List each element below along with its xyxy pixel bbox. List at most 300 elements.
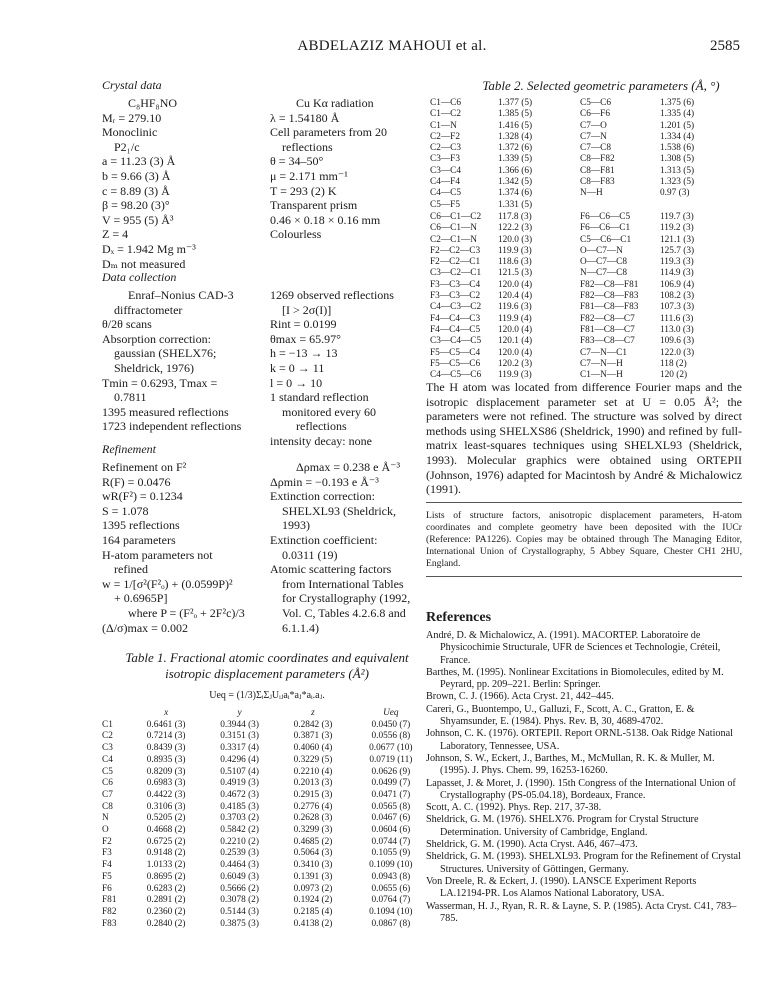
table-cell: 1.538 (6) xyxy=(660,143,695,154)
table-cell: 0.2539 (3) xyxy=(220,848,259,859)
table-cell: 0.0973 (2) xyxy=(293,883,333,894)
table-cell: 120.2 (3) xyxy=(498,358,533,369)
data-line: k = 0 → 11 xyxy=(270,360,325,375)
table-row xyxy=(430,98,740,109)
table-cell: 0.2891 (2) xyxy=(146,895,186,906)
reference-item: Barthes, M. (1995). Nonlinear Excitations in Biomolecules, edited by M. Peyrard, pp. 209–221. Berlin: Springer. xyxy=(426,666,724,691)
table-row xyxy=(102,848,432,860)
table-cell: 119.7 (3) xyxy=(660,212,694,222)
table-cell: 122.0 (3) xyxy=(660,347,695,358)
table-cell: C8—F82 xyxy=(580,154,615,165)
table-cell: C2—C3 xyxy=(430,143,461,154)
data-line: Enraf–Nonius CAD-3 xyxy=(128,288,234,302)
table-cell: 119.9 (3) xyxy=(498,245,532,256)
table-cell: 1.335 (4) xyxy=(660,109,695,120)
table-cell: 0.3317 (4) xyxy=(220,743,259,754)
table-cell: 1.331 (5) xyxy=(498,199,533,210)
data-line: P2₁/c xyxy=(114,139,140,154)
data-line: V = 955 (5) Å³ xyxy=(102,212,174,227)
table-cell: 0.4060 (4) xyxy=(293,743,333,754)
table-cell: 0.1924 (2) xyxy=(293,895,333,906)
table-cell: 0.0471 (7) xyxy=(371,789,411,800)
data-line: μ = 2.171 mm⁻¹ xyxy=(270,168,348,183)
table-cell: F5—C5—C6 xyxy=(430,358,481,369)
table-cell: 119.6 (3) xyxy=(498,302,532,313)
table-cell: F6 xyxy=(102,883,112,894)
table-row xyxy=(430,257,740,268)
table-row xyxy=(430,166,740,177)
table-cell: 0.3410 (3) xyxy=(293,860,333,871)
data-line: Atomic scattering factors xyxy=(270,562,392,577)
table-cell: 0.5144 (3) xyxy=(220,906,259,917)
table-cell: 117.8 (3) xyxy=(498,212,532,222)
table-row xyxy=(430,348,740,359)
table-cell: C6 xyxy=(102,778,113,789)
table-cell: 121.5 (3) xyxy=(498,268,533,279)
table-cell: 0.0719 (11) xyxy=(369,754,413,765)
table-cell: F82—C8—F81 xyxy=(580,279,639,290)
table-cell: 0.0556 (8) xyxy=(371,731,411,742)
table-cell: 1.339 (5) xyxy=(498,154,533,165)
data-line: Cu Kα radiation xyxy=(296,96,374,110)
table-row xyxy=(102,720,432,732)
table-cell: C2—F2 xyxy=(430,131,460,142)
reference-item: Wasserman, H. J., Ryan, R. R. & Layne, S. P. (1985). Acta Cryst. C41, 783–785. xyxy=(426,900,737,924)
table1-col-header: x xyxy=(164,708,169,718)
reference-item: Von Dreele, R. & Eckert, J. (1990). LANSCE Experiment Reports LA.12194-PR. Los Alamos National Laboratory, USA. xyxy=(426,875,697,900)
deposition-note: Lists of structure factors, anisotropic displacement parameters, H-atom coordinates and complete geometry have been deposited with the IUCr (Reference: PA1226). Copies may be obtained through The Managing Editor, International Union of Crystallography, 5 Abbey Square, Chester CH1 2HU, England. xyxy=(426,510,742,569)
table-cell: 0.3875 (3) xyxy=(220,918,259,929)
reference-item: Brown, C. J. (1966). Acta Cryst. 21, 442–445. xyxy=(426,691,614,703)
data-line: S = 1.078 xyxy=(102,503,149,518)
data-line: 1269 observed reflections xyxy=(270,288,394,302)
table-row xyxy=(102,743,432,755)
table-cell: 0.0604 (6) xyxy=(371,825,411,836)
table-cell: 0.2210 (4) xyxy=(293,766,333,777)
table-cell: 122.2 (3) xyxy=(498,223,533,234)
table-row xyxy=(430,121,740,132)
table-cell: C3—C4—C5 xyxy=(430,336,482,347)
data-line: H-atom parameters not xyxy=(102,547,213,562)
table-cell: 0.5205 (2) xyxy=(146,813,186,824)
table-cell: 1.323 (5) xyxy=(660,177,695,188)
table-cell: 109.6 (3) xyxy=(660,336,695,347)
table-cell: 0.4668 (2) xyxy=(146,825,186,836)
table-cell: C4 xyxy=(102,754,113,765)
table-cell: 119.9 (3) xyxy=(498,370,532,381)
data-line: 1395 measured reflections xyxy=(102,404,229,419)
table2-caption xyxy=(456,78,746,94)
data-line: SHELXL93 (Sheldrick, xyxy=(282,503,396,518)
table-cell: C1—C2 xyxy=(430,109,461,120)
data-line: h = −13 → 13 xyxy=(270,346,338,361)
table-cell: 0.6049 (3) xyxy=(220,871,259,882)
table-row xyxy=(430,132,740,143)
table-cell: F5 xyxy=(102,871,112,882)
table-cell: 0.4185 (3) xyxy=(220,801,259,812)
table-cell: F3 xyxy=(102,848,112,859)
table-row xyxy=(430,235,740,246)
table-cell: 0.5064 (3) xyxy=(293,848,333,859)
table-cell: F2—C2—C1 xyxy=(430,257,481,268)
refinement-right xyxy=(270,460,430,635)
table-cell: F83 xyxy=(102,918,117,929)
table-cell: C1—N xyxy=(430,120,457,131)
table-cell: C2—C1—N xyxy=(430,234,478,245)
data-line: 1993) xyxy=(282,518,310,533)
table-cell: 1.374 (6) xyxy=(498,188,533,199)
table-cell: 1.313 (5) xyxy=(660,165,695,176)
table-cell: 0.4464 (3) xyxy=(220,860,259,871)
reference-item: Sheldrick, G. M. (1993). SHELXL93. Program for the Refinement of Crystal Structures. University of Göttingen, Germany. xyxy=(426,851,741,875)
table-cell: 0.4422 (3) xyxy=(146,789,186,800)
table-row xyxy=(430,325,740,336)
table-cell: 1.0133 (2) xyxy=(146,860,186,871)
table-cell: 0.0867 (8) xyxy=(371,918,411,929)
table-cell: 0.6283 (2) xyxy=(146,883,186,894)
running-header xyxy=(0,38,784,62)
table1-col-header: z xyxy=(311,708,315,718)
ueq-formula: Ueq = (1/3)ΣᵢΣⱼUᵢⱼaᵢ*aⱼ*aᵢ.aⱼ. xyxy=(209,690,325,701)
table-cell: 0.4919 (3) xyxy=(220,778,259,789)
data-line: T = 293 (2) K xyxy=(270,183,337,198)
table-cell: C8 xyxy=(102,801,113,812)
table1-col-header xyxy=(102,708,129,720)
table-cell: 108.2 (3) xyxy=(660,291,695,302)
data-line: θmax = 65.97° xyxy=(270,331,341,346)
table-row xyxy=(430,302,740,313)
table-row xyxy=(102,884,432,896)
table1-header-row xyxy=(102,708,432,720)
table-cell: C6—C1—C2 xyxy=(430,212,482,222)
table-cell: F2 xyxy=(102,836,112,847)
data-line: R(F) = 0.0476 xyxy=(102,474,171,489)
table-cell: 0.8209 (3) xyxy=(146,766,186,777)
table-cell: O—C7—C8 xyxy=(580,257,628,268)
table-cell: 0.0467 (6) xyxy=(371,813,411,824)
data-line: wR(F²) = 0.1234 xyxy=(102,489,183,504)
table-cell: 0.5666 (2) xyxy=(220,883,259,894)
table-cell: C2 xyxy=(102,731,113,742)
data-line: 0.46 × 0.18 × 0.16 mm xyxy=(270,212,381,227)
references-heading: References xyxy=(426,610,492,625)
data-line: Monoclinic xyxy=(102,125,158,140)
table-cell: C3—C2—C1 xyxy=(430,268,482,279)
table-row xyxy=(102,778,432,790)
table-cell: 120.1 (4) xyxy=(498,336,533,347)
table-cell: F3—C3—C2 xyxy=(430,291,481,302)
table-cell: C4—C5—C6 xyxy=(430,370,482,381)
table2-bonds xyxy=(430,98,740,211)
data-line: l = 0 → 10 xyxy=(270,375,323,390)
table-row xyxy=(102,755,432,767)
table-cell: 0.0565 (8) xyxy=(371,801,411,812)
table-row xyxy=(430,143,740,154)
table-row xyxy=(102,813,432,825)
table-cell: F6—C6—C1 xyxy=(580,223,631,234)
data-line: monitored every 60 xyxy=(282,404,376,419)
crystal-data-left xyxy=(102,96,262,271)
table-cell: 1.385 (5) xyxy=(498,109,533,120)
table-cell: 119.2 (3) xyxy=(660,223,694,234)
table-row xyxy=(430,359,740,370)
refinement-left xyxy=(102,460,267,635)
data-line: Δρmin = −0.193 e Å⁻³ xyxy=(270,474,379,489)
data-line: Colourless xyxy=(270,227,322,242)
data-line: 6.1.1.4) xyxy=(282,620,319,635)
table-cell: F81—C8—F83 xyxy=(580,302,639,313)
table-cell: 120.0 (4) xyxy=(498,324,533,335)
data-collection-left xyxy=(102,288,267,434)
data-collection-heading: Data collection xyxy=(102,270,177,284)
refinement-heading: Refinement xyxy=(102,442,156,456)
table1-caption-line1: Table 1. Fractional atomic coordinates and equivalent xyxy=(125,650,409,665)
data-line: 1 standard reflection xyxy=(270,390,369,405)
table-row xyxy=(102,837,432,849)
table-cell: 0.3151 (3) xyxy=(220,731,259,742)
table-cell: 0.3703 (2) xyxy=(220,813,259,824)
table-row xyxy=(102,825,432,837)
data-line: reflections xyxy=(296,419,347,434)
table-cell: 0.4685 (2) xyxy=(293,836,333,847)
table-cell: C3—F3 xyxy=(430,154,460,165)
data-line: Tmin = 0.6293, Tmax = xyxy=(102,375,218,390)
data-line: where P = (F²ₒ + 2F²c)/3 xyxy=(128,605,245,620)
table-cell: C7—C8 xyxy=(580,143,611,154)
table-cell: 1.377 (5) xyxy=(498,98,533,108)
table-cell: 1.328 (4) xyxy=(498,131,533,142)
table2-caption-text: Table 2. Selected geometric parameters (Å, °) xyxy=(482,78,720,93)
table-row xyxy=(102,919,432,931)
table-cell: 120.4 (4) xyxy=(498,291,533,302)
table-row xyxy=(430,314,740,325)
data-line: θ/2θ scans xyxy=(102,317,152,332)
table-cell: 0.0626 (9) xyxy=(371,766,411,777)
data-line: b = 9.66 (3) Å xyxy=(102,168,171,183)
table-cell: 114.9 (3) xyxy=(660,268,694,279)
table-cell: 1.366 (6) xyxy=(498,165,533,176)
table-row xyxy=(430,223,740,234)
table-cell: 0.6983 (3) xyxy=(146,778,186,789)
crystal-data-right xyxy=(270,96,430,242)
table-cell: 1.201 (5) xyxy=(660,120,695,131)
table-cell: C7—N—C1 xyxy=(580,347,628,358)
table-cell: C1 xyxy=(102,719,113,730)
divider-bottom xyxy=(426,576,742,577)
table-cell: 0.2628 (3) xyxy=(293,813,333,824)
table-cell: 0.1099 (10) xyxy=(369,860,413,871)
table-cell: 0.3229 (5) xyxy=(293,754,333,765)
table-cell: N—C7—C8 xyxy=(580,268,628,279)
data-line: reflections xyxy=(282,139,333,154)
table-cell: F4—C4—C3 xyxy=(430,313,481,324)
table-cell: C5—C6—C1 xyxy=(580,234,632,245)
table-cell: 0.8439 (3) xyxy=(146,743,186,754)
table-cell: 0.1055 (9) xyxy=(371,848,411,859)
data-line: c = 8.89 (3) Å xyxy=(102,183,170,198)
table-row xyxy=(430,109,740,120)
data-line: Cell parameters from 20 xyxy=(270,125,387,140)
table-cell: 0.2840 (2) xyxy=(146,918,186,929)
table-cell: 118.6 (3) xyxy=(498,257,532,268)
methods-paragraph: The H atom was located from difference Fourier maps and the isotropic displacement parameter set at U = 0.05 Å²; the parameters were not refined. The structure was solved by direct methods using SHELXS86 (Sheldrick, 1990) and refined by full-matrix least-squares techniques using SHELXL93 (Sheldrick, 1993). Molecular graphics were obtained using ORTEPII (Johnson, 1976) adapted for Macintosh by André & Michalowicz (1991). xyxy=(426,380,742,497)
table-row xyxy=(102,767,432,779)
table-cell: 121.1 (3) xyxy=(660,234,695,245)
table-cell: C4—C5 xyxy=(430,188,461,199)
data-line: refined xyxy=(114,562,148,577)
reference-item: Scott, A. C. (1992). Phys. Rep. 217, 37-38. xyxy=(426,802,602,814)
data-line: a = 11.23 (3) Å xyxy=(102,154,176,169)
table-cell: 1.308 (5) xyxy=(660,154,695,165)
table-cell: 1.334 (4) xyxy=(660,131,695,142)
table-cell: 0.2776 (4) xyxy=(293,801,333,812)
table-cell: 0.5842 (2) xyxy=(220,825,259,836)
table-cell: 0.8935 (3) xyxy=(146,754,186,765)
divider-top xyxy=(426,502,742,503)
table-row xyxy=(102,731,432,743)
table-cell: C5 xyxy=(102,766,113,777)
table-cell: C6—F6 xyxy=(580,109,610,120)
reference-item: Careri, G., Buontempo, U., Galluzi, F., Scott, A. C., Gratton, E. & Shyamsunder, E. (1984). Phys. Rev. B, 30, 4689-4702. xyxy=(426,703,695,728)
table-cell: 118 (2) xyxy=(660,358,687,369)
table-cell: 0.1391 (3) xyxy=(293,871,333,882)
table-cell: 0.6461 (3) xyxy=(146,719,186,730)
table-cell: F5—C5—C4 xyxy=(430,347,481,358)
table-cell: F82 xyxy=(102,906,117,917)
table-cell: 125.7 (3) xyxy=(660,245,695,256)
reference-item: Sheldrick, G. M. (1976). SHELX76. Program for Crystal Structure Determination. University of Cambridge, England. xyxy=(426,814,699,838)
table-cell: C8—F83 xyxy=(580,177,615,188)
table-cell: C1—N—H xyxy=(580,370,623,381)
table-cell: 0.0744 (7) xyxy=(371,836,411,847)
data-line: 1723 independent reflections xyxy=(102,419,242,434)
data-line: Sheldrick, 1976) xyxy=(114,360,194,375)
table-cell: C3 xyxy=(102,743,113,754)
table-cell: 120 (2) xyxy=(660,370,688,381)
data-line: 0.0311 (19) xyxy=(282,547,338,562)
data-line: for Crystallography (1992, xyxy=(282,591,411,606)
table-cell: C3—C4 xyxy=(430,165,461,176)
table-cell: C4—F4 xyxy=(430,177,460,188)
table-cell: O—C7—N xyxy=(580,245,623,256)
table-cell: C4—C3—C2 xyxy=(430,302,482,313)
table-cell: 0.0499 (7) xyxy=(371,778,411,789)
table-cell: N xyxy=(102,813,109,824)
table-cell: C1—C6 xyxy=(430,98,461,108)
table-row xyxy=(430,212,740,223)
table-cell: 0.0943 (8) xyxy=(371,871,411,882)
table-cell xyxy=(580,200,660,211)
table-row xyxy=(430,268,740,279)
reference-item: Johnson, C. K. (1976). ORTEPII. Report ORNL-5138. Oak Ridge National Laboratory, Tennessee, USA. xyxy=(426,728,733,752)
data-line: Mᵣ = 279.10 xyxy=(102,110,162,125)
data-line: 0.7811 xyxy=(114,390,147,405)
table-cell: 1.375 (6) xyxy=(660,98,695,108)
table-cell: 111.6 (3) xyxy=(660,313,694,324)
page-number: 2585 xyxy=(710,38,740,54)
table-cell: C5—C6 xyxy=(580,98,611,108)
data-line: Δρmax = 0.238 e Å⁻³ xyxy=(296,460,401,474)
data-line: Dₓ = 1.942 Mg m⁻³ xyxy=(102,241,196,256)
table1-caption-line2: isotropic displacement parameters (Å²) xyxy=(165,666,369,681)
data-line: β = 98.20 (3)° xyxy=(102,198,170,213)
running-title: ABDELAZIZ MAHOUI et al. xyxy=(297,38,487,54)
table-cell xyxy=(660,200,740,211)
table-cell: F4—C4—C5 xyxy=(430,324,481,335)
table1-col-header: Ueq xyxy=(383,708,399,718)
table-cell: 0.5107 (4) xyxy=(220,766,259,777)
table-cell: 120.0 (4) xyxy=(498,347,533,358)
table-cell: C7—N xyxy=(580,131,607,142)
table-cell: 0.4138 (2) xyxy=(293,918,333,929)
reference-item: Lapasset, J. & Moret, J. (1990). 15th Congress of the International Union of Crystallography (PS-05.04.18), Bordeaux, France. xyxy=(426,777,736,801)
data-line: Dₘ not measured xyxy=(102,256,186,271)
table-cell: C6—C1—N xyxy=(430,223,478,234)
table-cell: F82—C8—C7 xyxy=(580,313,635,324)
data-collection-right xyxy=(270,288,430,449)
table-row xyxy=(430,280,740,291)
table-row xyxy=(102,802,432,814)
data-line: λ = 1.54180 Å xyxy=(270,110,340,125)
table-cell: 0.2210 (2) xyxy=(220,836,259,847)
table-cell: 1.342 (5) xyxy=(498,177,533,188)
table-cell: C7—N—H xyxy=(580,358,623,369)
table-cell: 0.97 (3) xyxy=(660,188,690,199)
table-cell: F81—C8—C7 xyxy=(580,324,635,335)
table-row xyxy=(430,246,740,257)
crystal-data-heading: Crystal data xyxy=(102,78,162,92)
data-line: [I > 2σ(I)] xyxy=(282,302,332,317)
table-cell: 1.372 (6) xyxy=(498,143,533,154)
table1-caption xyxy=(102,650,432,682)
table-cell: C7 xyxy=(102,789,113,800)
table-cell: 0.2842 (3) xyxy=(293,719,333,730)
data-line: from International Tables xyxy=(282,576,404,591)
table-row xyxy=(430,154,740,165)
data-line: Z = 4 xyxy=(102,227,129,242)
table-cell: 0.3078 (2) xyxy=(220,895,259,906)
data-line: + 0.6965P] xyxy=(114,591,168,606)
table-row xyxy=(430,336,740,347)
table-cell: 0.4296 (4) xyxy=(220,754,259,765)
table-row xyxy=(102,907,432,919)
references-list xyxy=(426,630,742,925)
data-line: θ = 34–50° xyxy=(270,154,324,169)
table-cell: 113.0 (3) xyxy=(660,324,694,335)
table-cell: O xyxy=(102,825,109,836)
table-row xyxy=(430,177,740,188)
table-cell: 0.0655 (6) xyxy=(371,883,411,894)
table2-angles xyxy=(430,212,740,381)
data-line: Extinction correction: xyxy=(270,489,375,504)
data-line: Transparent prism xyxy=(270,198,358,213)
table-cell: C5—F5 xyxy=(430,199,460,210)
table-cell: 106.9 (4) xyxy=(660,279,695,290)
table-cell: 119.9 (4) xyxy=(498,313,532,324)
table-cell: 0.0450 (7) xyxy=(371,719,411,730)
table-cell: F82—C8—F83 xyxy=(580,291,639,302)
table-cell: C7—O xyxy=(580,120,607,131)
table-row xyxy=(430,200,740,211)
table-cell: 0.0677 (10) xyxy=(369,743,413,754)
data-line: Extinction coefficient: xyxy=(270,532,378,547)
table-cell: N—H xyxy=(580,188,603,199)
data-line: w = 1/[σ²(F²ₒ) + (0.0599P)² xyxy=(102,576,233,591)
table-row xyxy=(430,291,740,302)
table-cell: F2—C2—C3 xyxy=(430,245,481,256)
table-cell: 1.416 (5) xyxy=(498,120,533,131)
data-line: 1395 reflections xyxy=(102,518,180,533)
